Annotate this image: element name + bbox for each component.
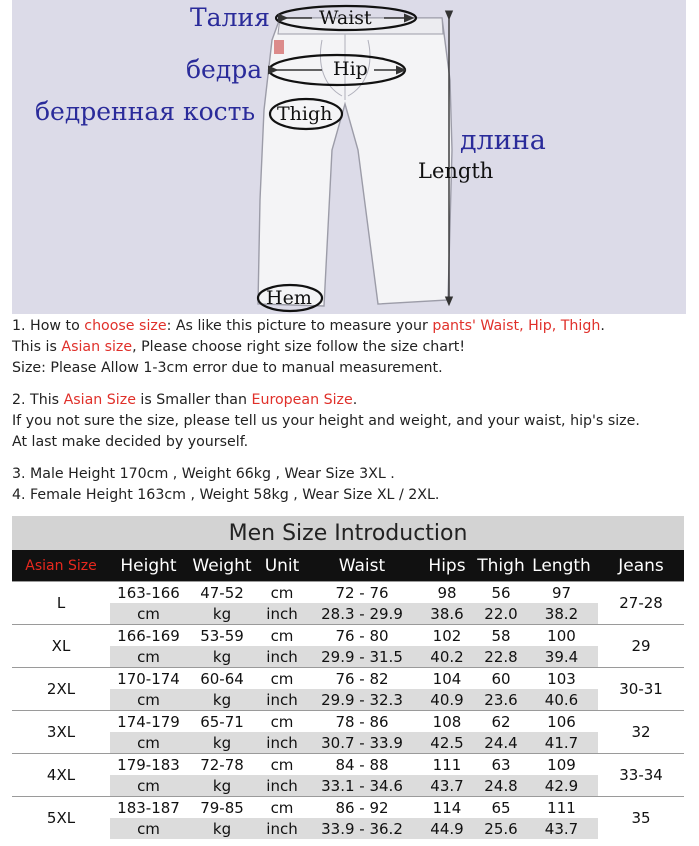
unit-inch-cell: inch xyxy=(257,689,307,711)
table-row xyxy=(12,582,684,604)
height-cm-cell: 163-166 xyxy=(110,582,187,604)
jeans-cell: 32 xyxy=(598,711,684,754)
thigh-cm-cell: 62 xyxy=(477,711,525,733)
jeans-cell: 30-31 xyxy=(598,668,684,711)
hips-inch-cell: 44.9 xyxy=(417,818,477,839)
length-label: Length xyxy=(418,159,494,183)
thigh-inch-cell: 23.6 xyxy=(477,689,525,711)
pants-measurement-diagram xyxy=(12,0,686,314)
header-unit: Unit xyxy=(257,550,307,582)
waist-inch-cell: 30.7 - 33.9 xyxy=(307,732,417,754)
length-inch-cell: 40.6 xyxy=(525,689,598,711)
height-inch-cell: cm xyxy=(110,603,187,625)
table-row xyxy=(12,797,684,819)
length-inch-cell: 41.7 xyxy=(525,732,598,754)
unit-cm-cell: cm xyxy=(257,668,307,690)
table-row xyxy=(12,625,684,647)
hips-inch-cell: 43.7 xyxy=(417,775,477,797)
thigh-inch-cell: 22.8 xyxy=(477,646,525,668)
weight-cm-cell: 47-52 xyxy=(187,582,257,604)
thigh-inch-cell: 24.8 xyxy=(477,775,525,797)
table-row-sub xyxy=(12,689,684,711)
ru-length-label: длина xyxy=(460,125,546,156)
table-title: Men Size Introduction xyxy=(12,516,684,550)
hem-label: Hem xyxy=(266,287,312,309)
weight-cm-cell: 53-59 xyxy=(187,625,257,647)
unit-cm-cell: cm xyxy=(257,711,307,733)
table-row-sub xyxy=(12,818,684,839)
waist-label: Waist xyxy=(319,7,372,29)
size-cell: XL xyxy=(12,625,110,668)
weight-inch-cell: kg xyxy=(187,689,257,711)
height-cm-cell: 166-169 xyxy=(110,625,187,647)
unit-inch-cell: inch xyxy=(257,646,307,668)
ru-waist-label: Талия xyxy=(190,3,270,32)
length-inch-cell: 38.2 xyxy=(525,603,598,625)
unit-cm-cell: cm xyxy=(257,582,307,604)
weight-inch-cell: kg xyxy=(187,646,257,668)
length-inch-cell: 43.7 xyxy=(525,818,598,839)
hip-label: Hip xyxy=(333,58,368,80)
height-inch-cell: cm xyxy=(110,646,187,668)
length-inch-cell: 42.9 xyxy=(525,775,598,797)
length-inch-cell: 39.4 xyxy=(525,646,598,668)
waist-cm-cell: 72 - 76 xyxy=(307,582,417,604)
waist-inch-cell: 29.9 - 32.3 xyxy=(307,689,417,711)
weight-cm-cell: 72-78 xyxy=(187,754,257,776)
hips-inch-cell: 40.9 xyxy=(417,689,477,711)
note-3: 3. Male Height 170cm , Weight 66kg , Wear Size 3XL . xyxy=(12,466,395,482)
waist-inch-cell: 33.9 - 36.2 xyxy=(307,818,417,839)
thigh-cm-cell: 65 xyxy=(477,797,525,819)
ru-thigh-label: бедренная кость xyxy=(35,97,256,126)
hips-cm-cell: 111 xyxy=(417,754,477,776)
waist-inch-cell: 28.3 - 29.9 xyxy=(307,603,417,625)
header-height: Height xyxy=(110,550,187,582)
table-row xyxy=(12,754,684,776)
header-length: Length xyxy=(525,550,598,582)
hips-cm-cell: 114 xyxy=(417,797,477,819)
size-cell: 4XL xyxy=(12,754,110,797)
size-cell: 2XL xyxy=(12,668,110,711)
weight-cm-cell: 79-85 xyxy=(187,797,257,819)
jeans-cell: 27-28 xyxy=(598,582,684,625)
thigh-label: Thigh xyxy=(277,103,333,125)
height-cm-cell: 179-183 xyxy=(110,754,187,776)
table-body xyxy=(12,582,684,840)
thigh-inch-cell: 25.6 xyxy=(477,818,525,839)
unit-inch-cell: inch xyxy=(257,732,307,754)
height-inch-cell: cm xyxy=(110,818,187,839)
unit-inch-cell: inch xyxy=(257,775,307,797)
jeans-cell: 29 xyxy=(598,625,684,668)
table-row-sub xyxy=(12,646,684,668)
header-asian-size: Asian Size xyxy=(12,550,110,582)
waist-cm-cell: 84 - 88 xyxy=(307,754,417,776)
note-2b: If you not sure the size, please tell us your height and weight, and your waist, hip's size. xyxy=(12,413,640,429)
waist-inch-cell: 33.1 - 34.6 xyxy=(307,775,417,797)
length-cm-cell: 111 xyxy=(525,797,598,819)
weight-inch-cell: kg xyxy=(187,603,257,625)
note-1: 1. How to choose size: As like this picture to measure your pants' Waist, Hip, Thigh. xyxy=(12,318,605,334)
length-cm-cell: 109 xyxy=(525,754,598,776)
size-cell: 5XL xyxy=(12,797,110,840)
hips-cm-cell: 98 xyxy=(417,582,477,604)
length-cm-cell: 106 xyxy=(525,711,598,733)
unit-cm-cell: cm xyxy=(257,625,307,647)
jeans-cell: 33-34 xyxy=(598,754,684,797)
thigh-cm-cell: 60 xyxy=(477,668,525,690)
length-cm-cell: 97 xyxy=(525,582,598,604)
thigh-cm-cell: 56 xyxy=(477,582,525,604)
hips-cm-cell: 104 xyxy=(417,668,477,690)
weight-inch-cell: kg xyxy=(187,775,257,797)
table-row xyxy=(12,711,684,733)
header-waist: Waist xyxy=(307,550,417,582)
hips-cm-cell: 102 xyxy=(417,625,477,647)
height-inch-cell: cm xyxy=(110,732,187,754)
hips-inch-cell: 42.5 xyxy=(417,732,477,754)
hips-inch-cell: 38.6 xyxy=(417,603,477,625)
hips-inch-cell: 40.2 xyxy=(417,646,477,668)
header-thigh: Thigh xyxy=(477,550,525,582)
weight-inch-cell: kg xyxy=(187,818,257,839)
unit-inch-cell: inch xyxy=(257,603,307,625)
length-cm-cell: 103 xyxy=(525,668,598,690)
jeans-cell: 35 xyxy=(598,797,684,840)
header-hips: Hips xyxy=(417,550,477,582)
height-inch-cell: cm xyxy=(110,689,187,711)
height-cm-cell: 174-179 xyxy=(110,711,187,733)
hips-cm-cell: 108 xyxy=(417,711,477,733)
length-cm-cell: 100 xyxy=(525,625,598,647)
thigh-cm-cell: 63 xyxy=(477,754,525,776)
weight-cm-cell: 60-64 xyxy=(187,668,257,690)
header-jeans: Jeans xyxy=(598,550,684,582)
weight-cm-cell: 65-71 xyxy=(187,711,257,733)
waist-cm-cell: 76 - 82 xyxy=(307,668,417,690)
note-1c: Size: Please Allow 1-3cm error due to manual measurement. xyxy=(12,360,443,376)
pants-drawing xyxy=(12,0,686,314)
table-row-sub xyxy=(12,732,684,754)
waist-inch-cell: 29.9 - 31.5 xyxy=(307,646,417,668)
height-cm-cell: 183-187 xyxy=(110,797,187,819)
table-row-sub xyxy=(12,775,684,797)
waist-cm-cell: 86 - 92 xyxy=(307,797,417,819)
table-row-sub xyxy=(12,603,684,625)
height-cm-cell: 170-174 xyxy=(110,668,187,690)
unit-cm-cell: cm xyxy=(257,797,307,819)
size-chart-table xyxy=(12,516,684,839)
unit-cm-cell: cm xyxy=(257,754,307,776)
size-notes xyxy=(12,316,692,506)
thigh-inch-cell: 22.0 xyxy=(477,603,525,625)
unit-inch-cell: inch xyxy=(257,818,307,839)
note-1b: This is Asian size, Please choose right size follow the size chart! xyxy=(12,339,466,355)
note-2: 2. This Asian Size is Smaller than European Size. xyxy=(12,392,358,408)
thigh-cm-cell: 58 xyxy=(477,625,525,647)
header-weight: Weight xyxy=(187,550,257,582)
waist-cm-cell: 78 - 86 xyxy=(307,711,417,733)
weight-inch-cell: kg xyxy=(187,732,257,754)
table-row xyxy=(12,668,684,690)
thigh-inch-cell: 24.4 xyxy=(477,732,525,754)
ru-hip-label: бедра xyxy=(186,55,263,84)
size-cell: L xyxy=(12,582,110,625)
size-cell: 3XL xyxy=(12,711,110,754)
note-2c: At last make decided by yourself. xyxy=(12,434,249,450)
waist-cm-cell: 76 - 80 xyxy=(307,625,417,647)
note-4: 4. Female Height 163cm , Weight 58kg , Wear Size XL / 2XL. xyxy=(12,487,440,503)
height-inch-cell: cm xyxy=(110,775,187,797)
